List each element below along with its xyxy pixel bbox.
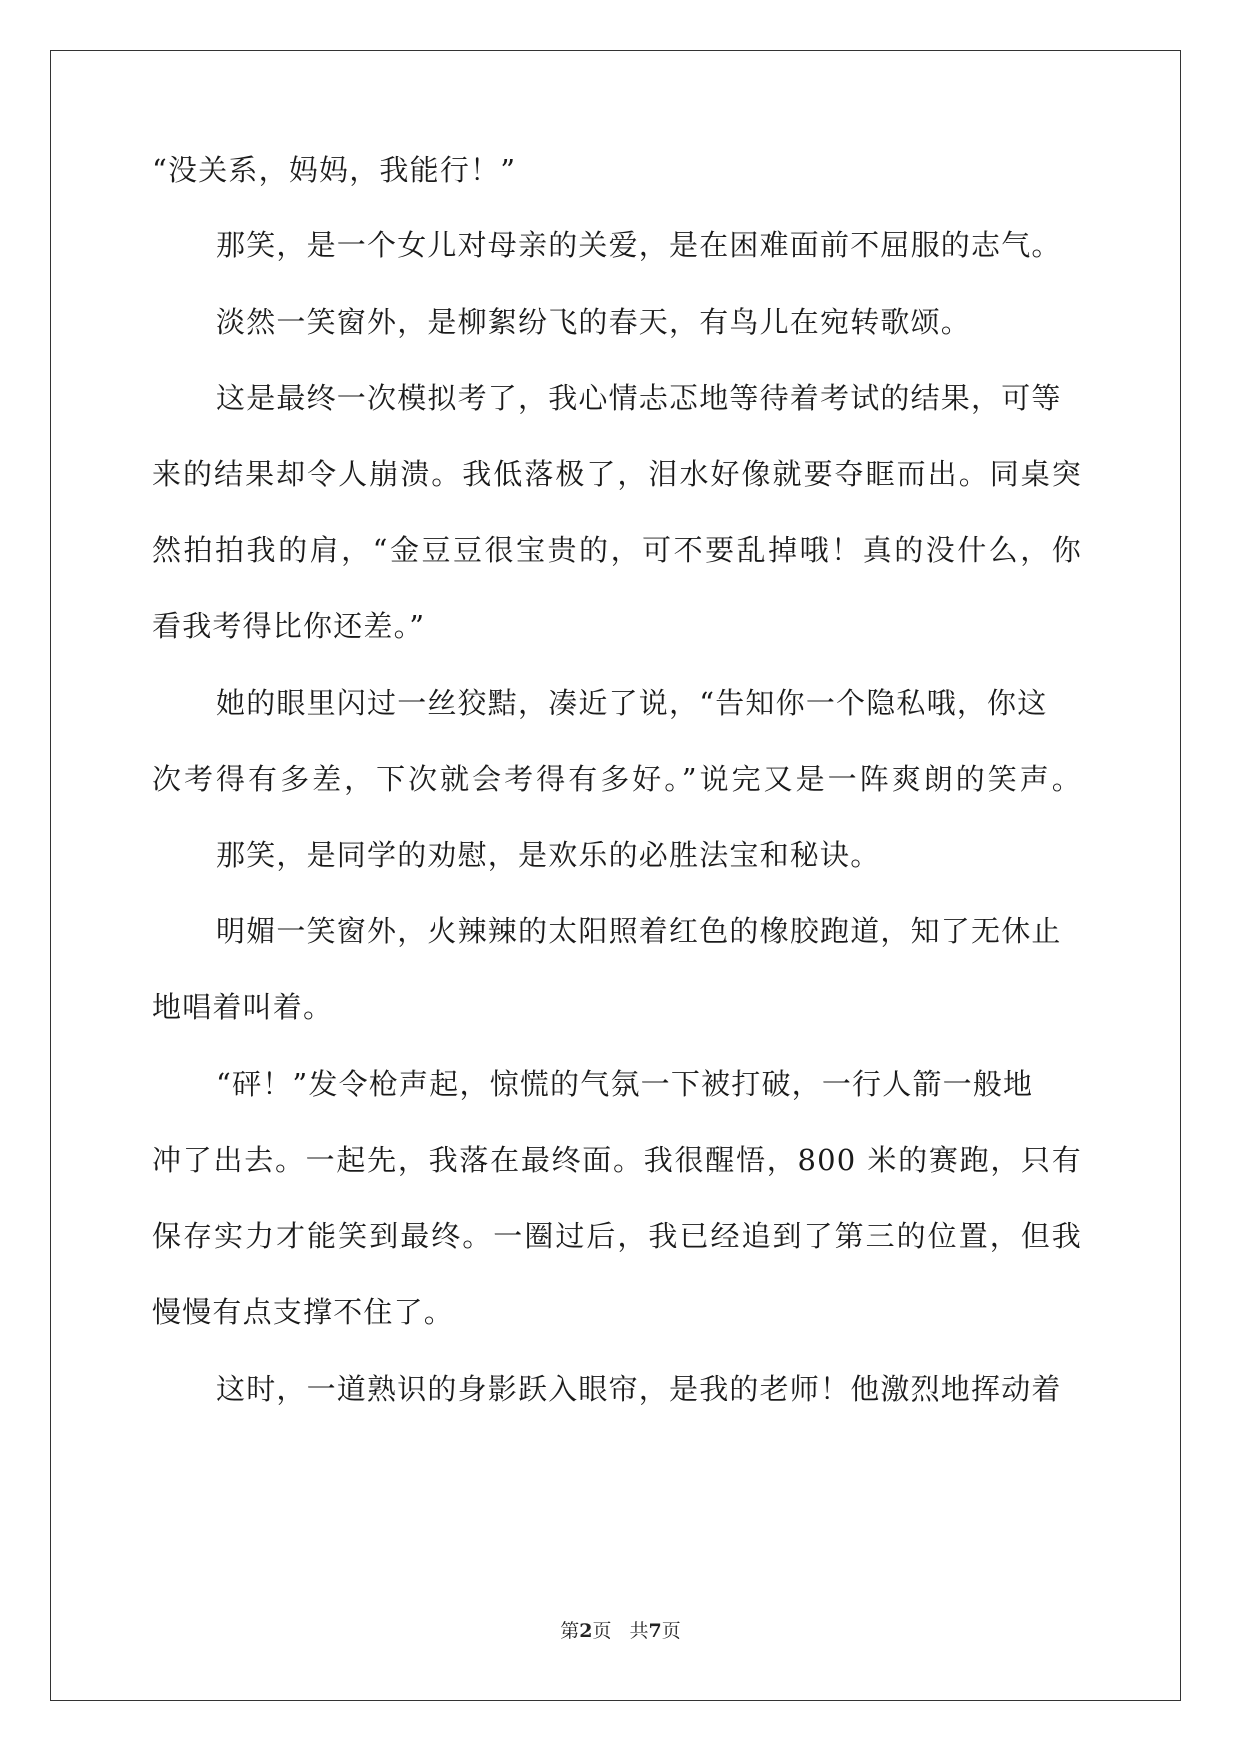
page-border [50, 50, 1181, 1701]
text-line: “没关系，妈妈，我能行！” [152, 153, 517, 187]
text-line: 明媚一笑窗外，火辣辣的太阳照着红色的橡胶跑道，知了无休止 [216, 914, 1062, 948]
text-line: 地唱着叫着。 [152, 990, 334, 1024]
text-line: 慢慢有点支撑不住了。 [152, 1295, 455, 1329]
text-line: 那笑，是一个女儿对母亲的关爱，是在困难面前不屈服的志气。 [216, 228, 1062, 262]
footer-total-suffix: 页 [661, 1620, 681, 1642]
text-line: 冲了出去。一起先，我落在最终面。我很醒悟，800 米的赛跑，只有 [152, 1143, 1082, 1177]
text-line: 那笑，是同学的劝慰，是欢乐的必胜法宝和秘诀。 [216, 838, 881, 872]
text-line: 这时，一道熟识的身影跃入眼帘，是我的老师！他激烈地挥动着 [216, 1372, 1062, 1406]
page-footer [0, 1616, 1241, 1643]
text-line: “砰！”发令枪声起，惊慌的气氛一下被打破，一行人箭一般地 [216, 1067, 1034, 1101]
text-line: 次考得有多差，下次就会考得有多好。”说完又是一阵爽朗的笑声。 [152, 762, 1082, 796]
total-pages-number: 7 [648, 1620, 662, 1642]
text-line: 淡然一笑窗外，是柳絮纷飞的春天，有鸟儿在宛转歌颂。 [216, 305, 972, 339]
text-line: 保存实力才能笑到最终。一圈过后，我已经追到了第三的位置，但我 [152, 1219, 1082, 1253]
text-line: 这是最终一次模拟考了，我心情忐忑地等待着考试的结果，可等 [216, 381, 1062, 415]
footer-page-suffix: 页 [592, 1620, 612, 1642]
text-line: 然拍拍我的肩，“金豆豆很宝贵的，可不要乱掉哦！真的没什么，你 [152, 533, 1082, 567]
current-page-number: 2 [579, 1620, 593, 1642]
text-line: 来的结果却令人崩溃。我低落极了，泪水好像就要夺眶而出。同桌突 [152, 457, 1082, 491]
text-line: 她的眼里闪过一丝狡黠，凑近了说，“告知你一个隐私哦，你这 [216, 686, 1048, 720]
text-line: 看我考得比你还差。” [152, 609, 426, 643]
footer-prefix: 第 [560, 1620, 580, 1642]
footer-total-prefix: 共 [629, 1620, 649, 1642]
